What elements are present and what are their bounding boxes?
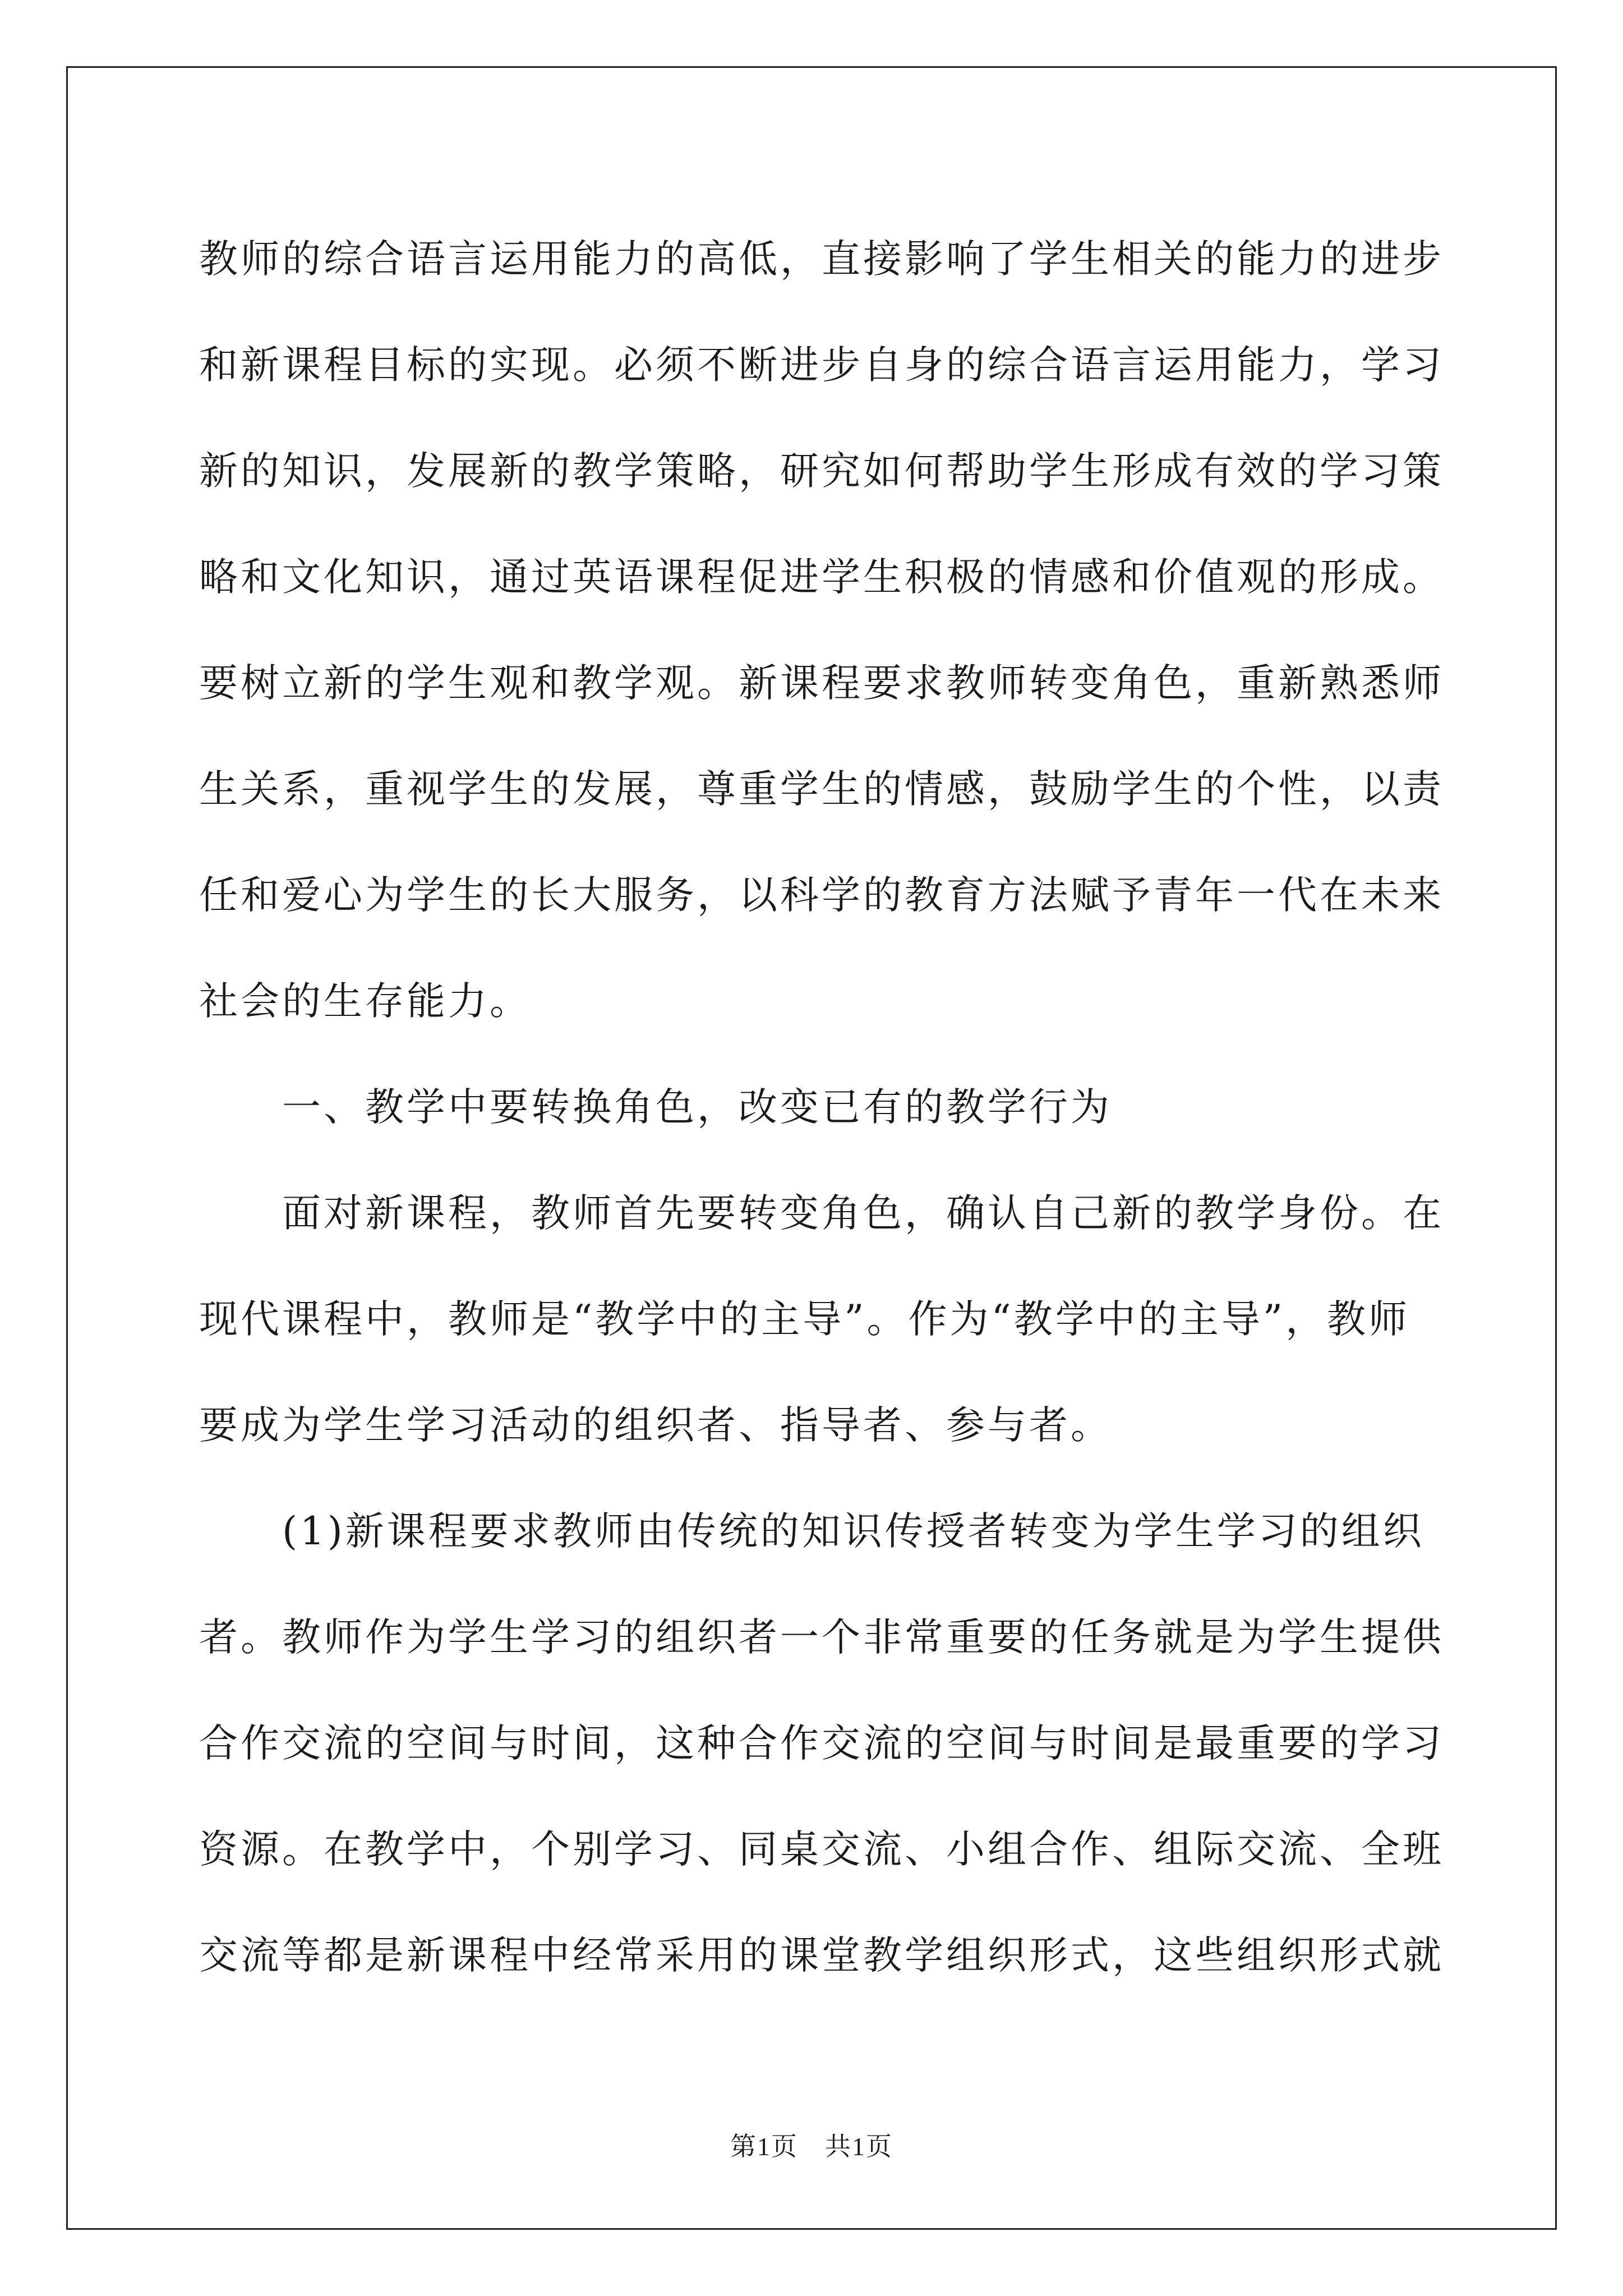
text-line: 现代课程中，教师是“教学中的主导”。作为“教学中的主导”，教师 [199,1297,1410,1342]
text-line: 任和爱心为学生的长大服务，以科学的教育方法赋予青年一代在未来 [199,873,1444,918]
text-line: 合作交流的空间与时间，这种合作交流的空间与时间是最重要的学习 [199,1721,1444,1766]
text-line: 要成为学生学习活动的组织者、指导者、参与者。 [199,1403,1112,1448]
section-heading: 一、教学中要转换角色，改变已有的教学行为 [282,1085,1112,1130]
page-number: 第1页 共1页 [730,2132,893,2161]
text-line: 要树立新的学生观和教学观。新课程要求教师转变角色，重新熟悉师 [199,661,1444,706]
text-line: 新的知识，发展新的教学策略，研究如何帮助学生形成有效的学习策 [199,449,1444,494]
text-line: 者。教师作为学生学习的组织者一个非常重要的任务就是为学生提供 [199,1615,1444,1660]
text-line: 教师的综合语言运用能力的高低，直接影响了学生相关的能力的进步 [199,237,1444,282]
text-line: 交流等都是新课程中经常采用的课堂教学组织形式，这些组织形式就 [199,1933,1444,1978]
text-line: 和新课程目标的实现。必须不断进步自身的综合语言运用能力，学习 [199,343,1444,388]
document-body [199,206,1444,2009]
text-line: 社会的生存能力。 [199,979,531,1024]
text-line: 面对新课程，教师首先要转变角色，确认自己新的教学身份。在 [282,1191,1444,1236]
text-line: 生关系，重视学生的发展，尊重学生的情感，鼓励学生的个性，以责 [199,767,1444,812]
text-line: 资源。在教学中，个别学习、同桌交流、小组合作、组际交流、全班 [199,1827,1444,1872]
text-line: (1)新课程要求教师由传统的知识传授者转变为学生学习的组织 [282,1509,1424,1554]
text-line: 略和文化知识，通过英语课程促进学生积极的情感和价值观的形成。 [199,555,1444,600]
